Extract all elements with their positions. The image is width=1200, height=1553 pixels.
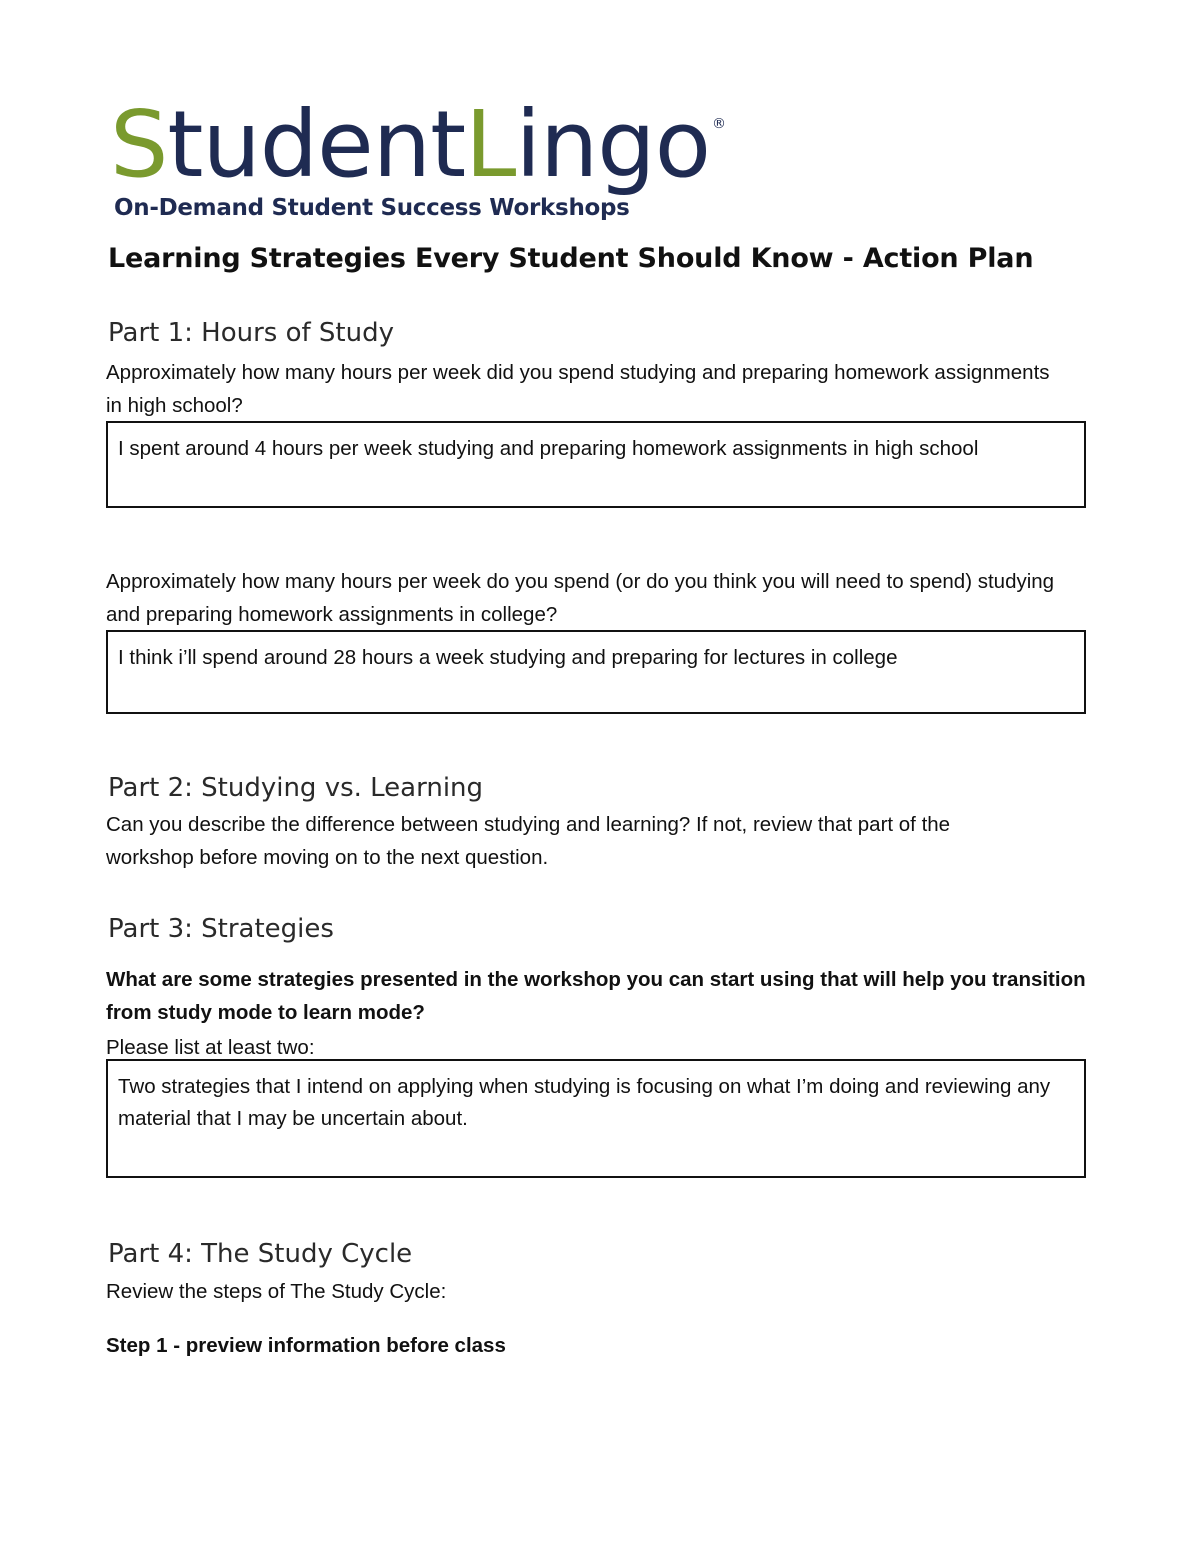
part2-question: Can you describe the difference between studying and learning? If not, review that part of the workshop before moving on to the next question. <box>106 813 951 869</box>
part1-answer2-box[interactable] <box>106 630 1086 714</box>
part3-heading: Part 3: Strategies <box>108 914 334 944</box>
logo-wordmark <box>110 91 750 198</box>
part3-question: What are some strategies presented in the workshop you can start using that will help you transition from study mode to learn mode? <box>106 968 1086 1024</box>
logo-word-part1: tudent <box>167 91 466 198</box>
part4-heading: Part 4: The Study Cycle <box>108 1239 413 1269</box>
logo-tagline: On-Demand Student Success Workshops <box>114 195 630 221</box>
part1-answer1-text: I spent around 4 hours per week studying and preparing homework assignments in high school <box>118 437 979 460</box>
part1-question1: Approximately how many hours per week did you spend studying and preparing homework assignments in high school? <box>106 361 1050 417</box>
studentlingo-logo <box>110 91 750 221</box>
part1-question2: Approximately how many hours per week do you spend (or do you think you will need to spend) studying and preparing homework assignments in college? <box>106 570 1055 626</box>
part4-step1: Step 1 - preview information before class <box>106 1334 506 1357</box>
part1-answer1-box[interactable] <box>106 421 1086 508</box>
logo-letter-l: L <box>465 91 516 198</box>
part4-intro: Review the steps of The Study Cycle: <box>106 1280 447 1303</box>
part1-answer2-text: I think i’ll spend around 28 hours a week studying and preparing for lectures in college <box>118 646 898 669</box>
document-title: Learning Strategies Every Student Should Know - Action Plan <box>108 243 1034 274</box>
part3-answer-box[interactable] <box>106 1059 1086 1178</box>
logo-word-part2: ingo <box>515 91 710 198</box>
part3-instruction: Please list at least two: <box>106 1036 315 1059</box>
registered-mark: ® <box>712 116 725 132</box>
part1-heading: Part 1: Hours of Study <box>108 318 394 348</box>
part3-answer-text: Two strategies that I intend on applying when studying is focusing on what I’m doing and reviewing any material that I may be uncertain about. <box>118 1075 1051 1130</box>
logo-letter-s: S <box>110 91 168 198</box>
part2-heading: Part 2: Studying vs. Learning <box>108 773 484 803</box>
